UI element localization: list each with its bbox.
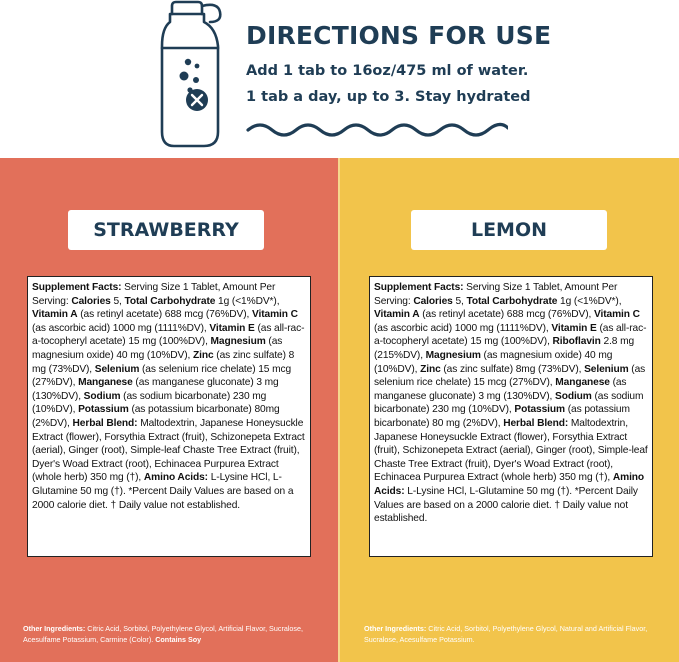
water-bottle-icon [160,0,230,150]
lemon-flavor-label: LEMON [411,210,607,250]
contains-soy: Contains Soy [155,635,202,644]
strawberry-flavor-label: STRAWBERRY [68,210,264,250]
wave-line-icon [246,116,508,140]
lemon-supplement-facts: Supplement Facts: Serving Size 1 Tablet, Amount Per Serving: Calories 5, Total Carbohydrate 1g (<1%DV*), Vitamin A (as retinyl acetate) 688 mcg (76%DV), Vitamin C (as ascorbic acid) 1000 mg (1111%DV), Vitamin E (as all-rac-a-tocopheryl acetate) 15 mg (100%DV), Riboflavin 2.8 mg (215%DV), Magnesium (as magnesium oxide) 40 mg (10%DV), Zinc (as zinc sulfate) 8mg (73%DV), Selenium (as selenium rice chelate) 15 mcg (27%DV), Manganese (as manganese gluconate) 3 mg (130%DV), Sodium (as sodium bicarbonate) 230 mg (10%DV), Potassium (as potassium bicarbonate) 80 mg (2%DV), Herbal Blend: Maltodextrin, Japanese Honeysuckle Extract (flower), Forsythia Extract (fruit), Schizonepeta Extract (aerial), Ginger (root), Simple-leaf Chaste Tree Extract (fruit), Dyer's Woad Extract (root), Echinacea Purpurea Extract (whole herb) 350 mg (†), Amino Acids: L-Lysine HCl, L-Glutamine 50 mg (†). *Percent Daily Values are based on a 2000 calorie diet. † Daily value not established. [369,276,653,557]
strawberry-other-ingredients: Other Ingredients: Citric Acid, Sorbitol, Polyethylene Glycol, Artificial Flavor, Sucralose, Acesulfame Potassium, Carmine (Color). Contains Soy [23,624,304,644]
directions-line-1: Add 1 tab to 16oz/475 ml of water. [246,63,529,79]
lemon-other-ingredients: Other Ingredients: Citric Acid, Sorbitol, Polyethylene Glycol, Natural and Artificial Flavor, Sucralose, Acesulfame Potassium. [364,624,648,644]
directions-title: DIRECTIONS FOR USE [246,21,552,50]
directions-line-2: 1 tab a day, up to 3. Stay hydrated [246,89,531,105]
strawberry-supplement-facts: Supplement Facts: Serving Size 1 Tablet, Amount Per Serving: Calories 5, Total Carbohydrate 1g (<1%DV*), Vitamin A (as retinyl acetate) 688 mcg (76%DV), Vitamin C (as ascorbic acid) 1000 mg (1111%DV), Vitamin E (as all-rac-a-tocopheryl acetate) 15 mg (100%DV), Magnesium (as magnesium oxide) 40 mg (10%DV), Zinc (as zinc sulfate) 8 mg (73%DV), Selenium (as selenium rice chelate) 15 mcg (27%DV), Manganese (as manganese gluconate) 3 mg (130%DV), Sodium (as sodium bicarbonate) 230 mg (10%DV), Potassium (as potassium bicarbonate) 80mg (2%DV), Herbal Blend: Maltodextrin, Japanese Honeysuckle Extract (flower), Forsythia Extract (fruit), Schizonepeta Extract (aerial), Ginger (root), Simple-leaf Chaste Tree Extract (fruit), Dyer's Woad Extract (root), Echinacea Purpurea Extract (whole herb) 350 mg (†), Amino Acids: L-Lysine HCl, L-Glutamine 50 mg (†). *Percent Daily Values are based on a 2000 calorie diet. † Daily value not established. [27,276,311,557]
lemon-panel [339,158,679,662]
strawberry-panel [0,158,339,662]
panel-divider [338,158,340,662]
directions-header [0,0,679,158]
